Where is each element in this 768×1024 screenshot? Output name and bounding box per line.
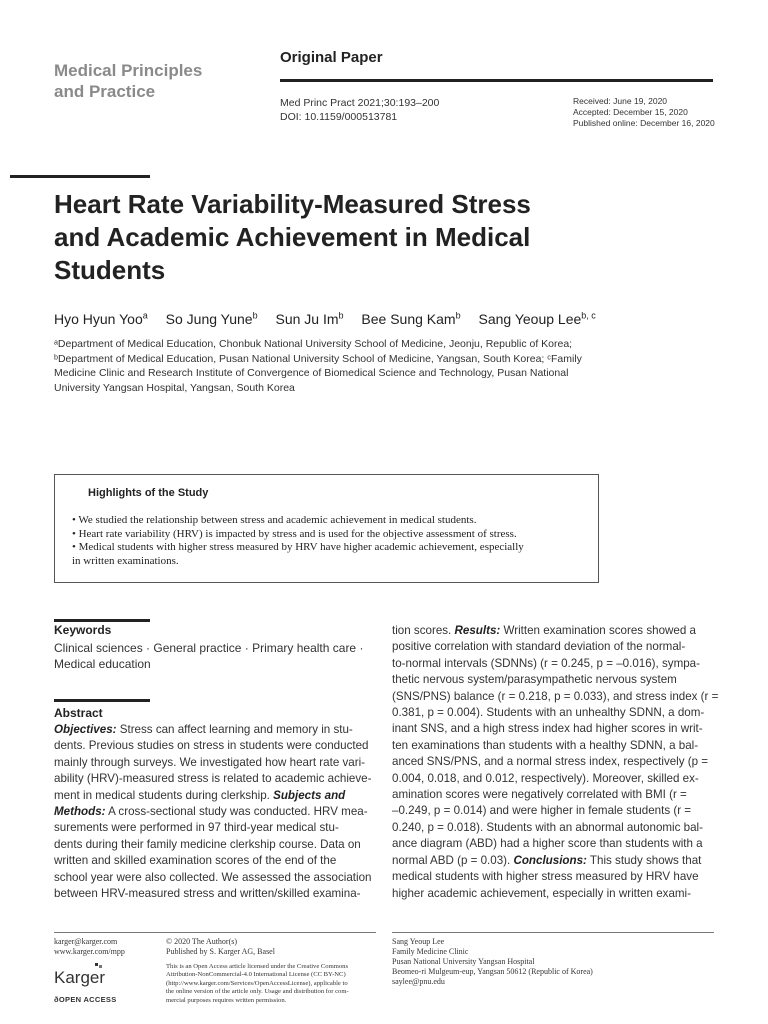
abstract-line: positive correlation with standard deviation of the normal- (392, 640, 686, 654)
keywords-title: Keywords (54, 623, 112, 637)
highlights-title: Highlights of the Study (88, 487, 209, 499)
keywords-text (54, 640, 363, 672)
abstract-title: Abstract (54, 706, 103, 720)
abstract-line: Methods: A cross-sectional study was conducted. HRV mea- (54, 805, 368, 819)
abstract-line: normal ABD (p = 0.03). Conclusions: This study shows that (392, 853, 702, 867)
article-title (54, 188, 614, 287)
correspondence-line: Sang Yeoup Lee (392, 937, 445, 946)
abstract-line: 0.004, 0.018, and 0.012, respectively). Moreover, skilled ex- (392, 771, 699, 785)
author[interactable]: So Jung Yune$^b$ (165, 310, 258, 327)
abstract-line: dents during their family medicine clerkship course. Data on (54, 837, 361, 851)
abstract-line: inant SNS, and a high stress index had higher scores in writ- (392, 722, 703, 736)
open-access-icon: ð (54, 995, 59, 1004)
highlight-item: • We studied the relationship between stress and academic achievement in medical students. (72, 514, 477, 526)
abstract-line: tion scores. Results: Written examination scores showed a (392, 624, 696, 637)
license-line: This is an Open Access article licensed under the Creative Commons (166, 963, 349, 970)
article-dates (573, 96, 715, 129)
title-line: and Academic Achievement in Medical (54, 222, 531, 252)
footer-rule (392, 932, 714, 933)
abstract-line: ance diagram (ABD) had a higher score than students with a (392, 837, 703, 851)
correspondence-line: Family Medicine Clinic (392, 947, 469, 956)
journal-name-line: Medical Principles (54, 61, 203, 80)
abstract-line: –0.249, p = 0.014) and were higher in female students (r = (392, 804, 692, 818)
abstract-column-1 (54, 722, 376, 902)
abstract-line: to-normal intervals (SDNNs) (r = 0.245, p = –0.016), sympa- (392, 656, 700, 670)
author[interactable]: Hyo Hyun Yoo$^a$ (54, 310, 148, 327)
title-line: Students (54, 255, 166, 285)
contact-website[interactable]: www.karger.com/mpp (54, 947, 125, 956)
affiliation-line: ᵇDepartment of Medical Education, Pusan National University School of Medicine, Yangsan, South Korea; ᶜFamily (54, 352, 582, 365)
abstract-line: school year were also collected. We assessed the association (54, 870, 372, 884)
title-rule (10, 175, 150, 178)
license-line: the online version of the article only. Usage and distribution for com- (166, 988, 349, 996)
keywords-rule (54, 619, 150, 622)
abstract-line: anced SNS/PNS, and a normal stress index, respectively (p = (392, 755, 709, 769)
highlight-item: • Heart rate variability (HRV) is impacted by stress and is used for the objective assessment of stress. (72, 527, 517, 540)
copyright-line: Published by S. Karger AG, Basel (166, 947, 275, 956)
abstract-line: Objectives: Stress can affect learning and memory in stu- (54, 723, 353, 736)
abstract-line: medical students with higher stress measured by HRV have (392, 870, 699, 884)
journal-name-line: and Practice (54, 82, 156, 101)
correspondence-line: Beomeo-ri Mulgeum-eup, Yangsan 50612 (Republic of Korea) (392, 967, 593, 976)
abstract-line: higher academic achievement, especially in written exami- (392, 886, 691, 900)
correspondence (392, 937, 593, 987)
highlights-list (72, 514, 592, 568)
affiliations (54, 337, 604, 395)
abstract-line: (SNS/PNS) balance (r = 0.218, p = 0.033), and stress index (r = (392, 689, 719, 703)
citation-doi[interactable]: DOI: 10.1159/000513781 (280, 111, 398, 123)
citation-ref: Med Princ Pract 2021;30:193–200 (280, 97, 440, 109)
open-access-badge: ðOPEN ACCESS (54, 995, 117, 1004)
author-list (54, 310, 610, 327)
logo-mark-icon (95, 963, 103, 969)
affiliation-line: Medicine Clinic and Research Institute of Convergence of Biomedical Science and Technology, Pusan National (54, 367, 569, 379)
abstract-line: ten examinations than students with a healthy SDNN, a bal- (392, 738, 699, 752)
license-text (166, 963, 381, 1005)
abstract-line: ability (HRV)-measured stress is related to academic achieve- (54, 772, 372, 786)
license-line[interactable]: (http://www.karger.com/Services/OpenAccessLicense), applicable to (166, 979, 348, 987)
affiliation-line: ᵃDepartment of Medical Education, Chonbuk National University School of Medicine, Jeonju, Republic of Korea; (54, 338, 573, 350)
date-accepted: Accepted: December 15, 2020 (573, 107, 688, 117)
author[interactable]: Bee Sung Kam$^b$ (361, 310, 461, 327)
abstract-line: 0.240, p = 0.018). Students with an abnormal autonomic bal- (392, 820, 703, 834)
header-rule (280, 79, 713, 82)
abstract-line: amination scores were negatively correlated with BMI (r = (392, 788, 687, 802)
abstract-line: dents. Previous studies on stress in students were conducted (54, 739, 369, 753)
date-received: Received: June 19, 2020 (573, 96, 668, 106)
date-published: Published online: December 16, 2020 (573, 118, 715, 128)
title-line: Heart Rate Variability-Measured Stress (54, 189, 531, 219)
author[interactable]: Sun Ju Im$^b$ (275, 310, 344, 327)
author[interactable]: Sang Yeoup Lee$^{b, c}$ (478, 310, 596, 327)
abstract-line: thetic nervous system/parasympathetic nervous system (392, 673, 677, 687)
highlight-item: • Medical students with higher stress measured by HRV have higher academic achievement, especially (72, 541, 524, 554)
correspondence-email[interactable]: saylee@pnu.edu (392, 977, 445, 986)
citation (280, 96, 439, 124)
keywords-line: Clinical sciences · General practice · Primary health care · (54, 641, 364, 655)
license-line: Attribution-NonCommercial-4.0 International License (CC BY-NC) (166, 971, 346, 979)
license-line: mercial purposes requires written permission. (166, 996, 287, 1004)
affiliation-line: University Yangsan Hospital, Yangsan, South Korea (54, 381, 295, 394)
abstract-line: 0.381, p = 0.004). Students with an unhealthy SDNN, a dom- (392, 706, 705, 720)
journal-name (54, 60, 254, 102)
abstract-line: written and skilled examination scores of the end of the (54, 854, 337, 868)
footer-rule (54, 932, 376, 933)
highlight-item: in written examinations. (72, 554, 179, 567)
copyright (166, 937, 381, 957)
keywords-line: Medical education (54, 657, 151, 671)
abstract-line: ment in medical students during clerkship. Subjects and (54, 788, 346, 802)
correspondence-line: Pusan National University Yangsan Hospital (392, 957, 535, 966)
abstract-line: mainly through surveys. We investigated how heart rate vari- (54, 755, 366, 769)
contact-email[interactable]: karger@karger.com (54, 937, 118, 946)
publisher-contact (54, 937, 125, 957)
abstract-column-2 (392, 623, 719, 902)
abstract-line: surements were performed in 97 third-year medical stu- (54, 821, 339, 835)
abstract-rule (54, 699, 150, 702)
abstract-line: between HRV-measured stress and written/skilled examina- (54, 887, 361, 901)
article-type: Original Paper (280, 49, 383, 66)
copyright-line: © 2020 The Author(s) (166, 937, 238, 946)
publisher-logo: Karger (54, 968, 106, 987)
